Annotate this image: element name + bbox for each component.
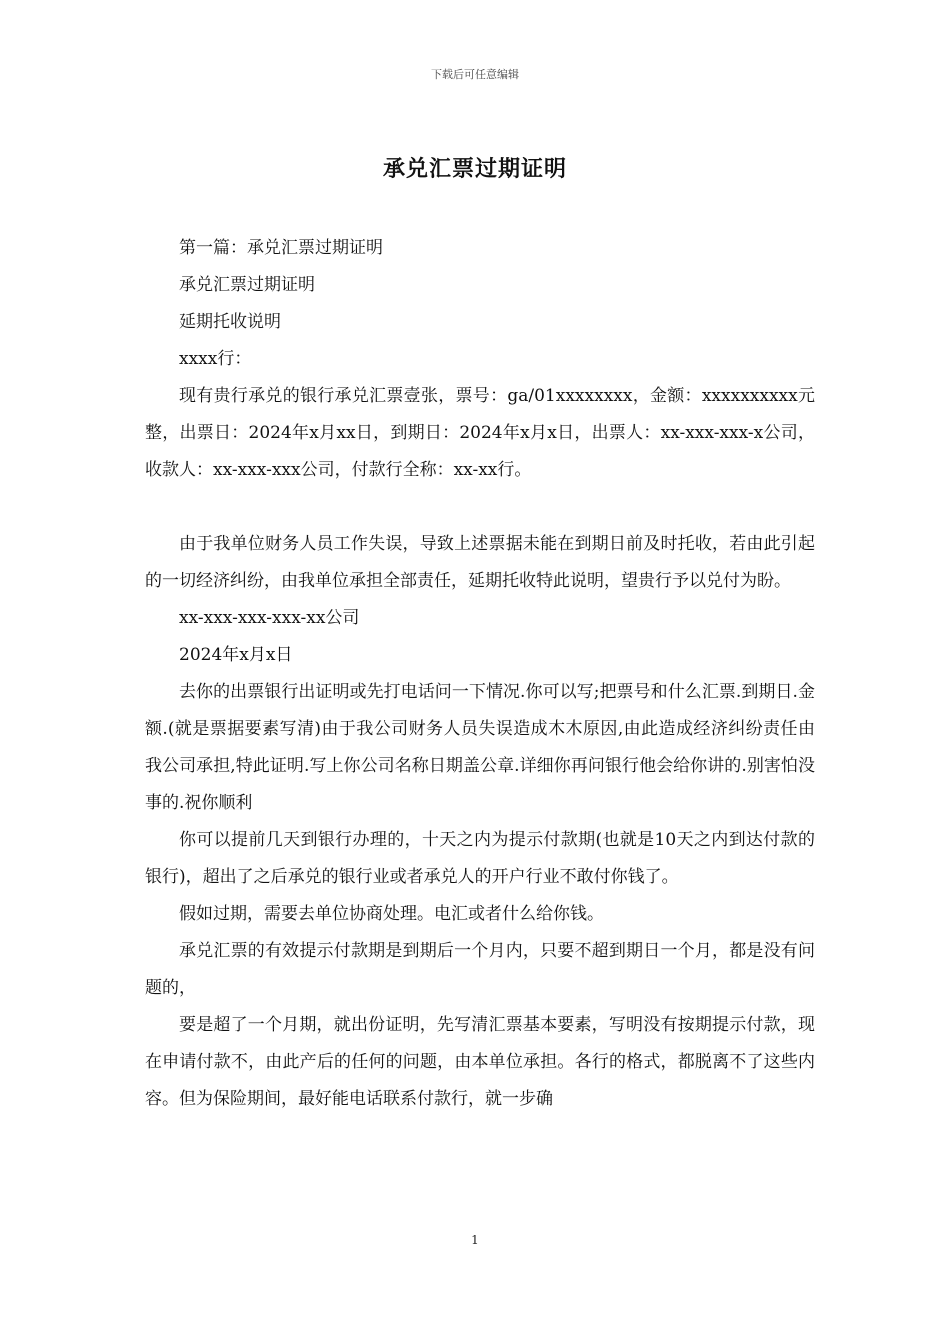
paragraph: xxxx行： [179, 349, 252, 369]
paragraph: 2024年x月x日 [179, 645, 293, 665]
paragraph: 承兑汇票的有效提示付款期是到期后一个月内，只要不超到期日一个月，都是没有问题的， [145, 941, 815, 998]
paragraph: 要是超了一个月期，就出份证明，先写清汇票基本要素，写明没有按期提示付款，现在申请付款不，由此产后的任何的问题，由本单位承担。各行的格式，都脱离不了这些内容。但为保险期间，最好能电话联系付款行，就一步确 [145, 1015, 815, 1109]
document-title: 承兑汇票过期证明 [382, 156, 567, 182]
paragraph: xx-xxx-xxx-xxx-xx公司 [179, 608, 360, 628]
paragraph: 承兑汇票过期证明 [179, 275, 315, 295]
page-number: 1 [471, 1233, 479, 1247]
header-note: 下载后可任意编辑 [431, 68, 519, 81]
paragraph: 由于我单位财务人员工作失误，导致上述票据未能在到期日前及时托收，若由此引起的一切经济纠纷，由我单位承担全部责任，延期托收特此说明，望贵行予以兑付为盼。 [145, 534, 815, 591]
document-body [145, 230, 815, 1118]
paragraph: 第一篇：承兑汇票过期证明 [179, 238, 383, 258]
paragraph: 去你的出票银行出证明或先打电话问一下情况.你可以写;把票号和什么汇票.到期日.金额.(就是票据要素写清)由于我公司财务人员失误造成木木原因,由此造成经济纠纷责任由我公司承担,特此证明.写上你公司名称日期盖公章.详细你再问银行他会给你讲的.别害怕没事的.祝你顺利 [145, 682, 815, 813]
paragraph: 你可以提前几天到银行办理的，十天之内为提示付款期(也就是10天之内到达付款的银行)，超出了之后承兑的银行业或者承兑人的开户行业不敢付你钱了。 [145, 830, 815, 887]
paragraph: 延期托收说明 [179, 312, 281, 332]
paragraph: 现有贵行承兑的银行承兑汇票壹张，票号：ga/01xxxxxxxx，金额：xxxxxxxxxx元整，出票日：2024年x月xx日，到期日：2024年x月x日，出票人：xx-xxx-xxx-x公司，收款人：xx-xxx-xxx公司，付款行全称：xx-xx行。 [145, 386, 815, 480]
paragraph: 假如过期，需要去单位协商处理。电汇或者什么给你钱。 [179, 904, 604, 924]
